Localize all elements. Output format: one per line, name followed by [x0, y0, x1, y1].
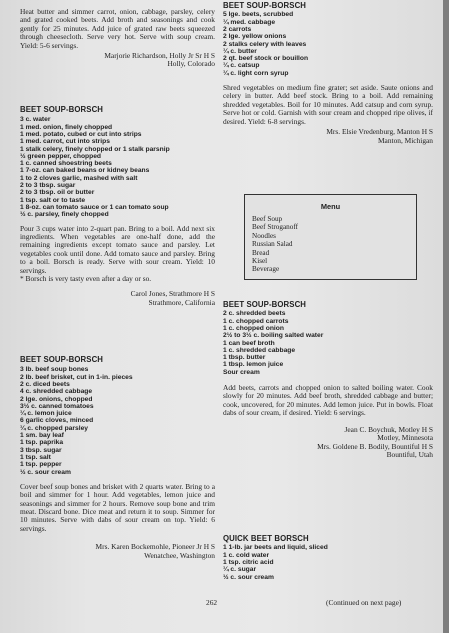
recipe-beet-soup-2 — [20, 356, 215, 560]
menu-title: Menu — [320, 202, 341, 211]
page-edge — [443, 0, 449, 633]
left-top-block — [20, 8, 215, 69]
menu-item: Bread — [252, 248, 270, 257]
contributor: Mrs. Karen Bockemohle, Pioneer Jr H S Wenatchee, Washington — [95, 542, 215, 560]
contributor: Jean C. Boychuk, Motley H S Motley, Minnesota Mrs. Goldene B. Bodily, Bountiful H S Bountiful, Utah — [317, 424, 433, 459]
contributor: Marjorie Richardson, Holly Jr Sr H S Holly, Colorado — [104, 51, 215, 69]
menu-box — [244, 194, 417, 280]
menu-item: Kisel — [252, 257, 268, 266]
menu-item: Russian Salad — [252, 240, 293, 249]
recipe-title: BEET SOUP-BORSCH — [223, 1, 307, 10]
recipe-instructions: Shred vegetables on medium fine grater; set aside. Saute onions and celery in butter. Add beef stock. Bring to a boil. Add remaining shredded vegetables. Boil for 10 minutes. Add catsup and corn syrup. Serve hot or cold. Garnish with sour cream and chopped ripe olives, if desired. Yield: 6-8 servings. — [223, 83, 433, 126]
page-number: 262 — [206, 598, 218, 607]
menu-item: Beef Soup — [252, 215, 283, 223]
recipe-instructions: Pour 3 cups water into 2-quart pan. Bring to a boil. Add next six ingredients. When vegetables are one-half done, add the remaining ingredients except tomato sauce and parsley. Let vegetables cook until done. Add tomato sauce and parsley. Bring to a boil. Borsch is ready. Serve with sour cream. Yield: 10 servings. — [20, 223, 215, 275]
recipe-title: BEET SOUP-BORSCH — [20, 105, 104, 114]
recipe-note: * Borsch is very tasty even after a day or so. — [20, 274, 152, 283]
recipe-instructions: Add beets, carrots and chopped onion to salted boiling water. Cook slowly for 20 minutes. Add beef broth, shredded cabbage and butter; cook, uncovered, for 20 minutes. Add lemon juice. Put in bowls. Float dabs of sour cream, if desired. Yield: 6 servings. — [223, 383, 433, 418]
ingredient-list: 1 1-lb. jar beets and liquid, sliced 1 c. cold water 1 tsp. citric acid ¼ c. sugar ½ c. sour cream — [223, 544, 328, 581]
ingredient-list: 3 c. water 1 med. onion, finely chopped 1 med. potato, cubed or cut into strips 1 med. carrot, cut into strips 1 stalk celery, finely chopped or 1 stalk parsnip ½ green pepper, chopped 1 c. canned shoestring beets 1 7-oz. can baked beans or kidney beans 1 to 2 cloves garlic, mashed with salt 2 to 3 tbsp. sugar 2 to 3 tbsp. oil or butter 1 tsp. salt or to taste 1 8-oz. can tomato sauce or 1 can tomato soup ½ c. parsley, finely chopped — [20, 116, 170, 219]
menu-item: Beverage — [252, 265, 280, 274]
recipe-beet-soup-1 — [20, 106, 215, 307]
recipe-title: BEET SOUP-BORSCH — [223, 300, 307, 309]
ingredient-list: 5 lge. beets, scrubbed ¼ med. cabbage 2 carrots 2 lge. yellow onions 2 stalks celery with leaves ¼ c. butter 2 qt. beef stock or bouillon ¼ c. catsup ¼ c. light corn syrup — [223, 11, 309, 77]
recipe-instructions: Heat butter and simmer carrot, onion, cabbage, parsley, celery and grated cooked beets. Add broth and seasonings and cook gently for 25 minutes. Add juice of grated raw beets squeezed through cheesecloth. Serve very hot. Serve with soup cream. Yield: 5-6 servings. — [20, 7, 215, 50]
recipe-title: QUICK BEET BORSCH — [223, 534, 309, 543]
recipe-quick-beet-borsch — [223, 535, 433, 581]
ingredient-list: 2 c. shredded beets 1 c. chopped carrots 1 c. chopped onion 2½ to 3½ c. boiling salted water 1 can beef broth 1 c. shredded cabbage 1 tbsp. butter 1 tbsp. lemon juice Sour cream — [223, 310, 324, 376]
contributor: Carol Jones, Strathmore H S Strathmore, California — [130, 289, 215, 307]
recipe-instructions: Cover beef soup bones and brisket with 2 quarts water. Bring to a boil and simmer for 1 hour. Add vegetables, lemon juice and seasonings and simmer for 2 hours. Remove soup bone and trim meat. Discard bone. Dice meat and return it to soup. Simmer for 10 minutes. Serve with dabs of sour cream on top. Yield: 6 servings. — [20, 481, 215, 533]
recipe-title: BEET SOUP-BORSCH — [20, 355, 104, 364]
recipe-beet-soup-4 — [223, 301, 433, 459]
ingredient-list: 3 lb. beef soup bones 2 lb. beef brisket, cut in 1-in. pieces 2 c. diced beets 4 c. shredded cabbage 2 lge. onions, chopped 3½ c. canned tomatoes ¼ c. lemon juice 6 garlic cloves, minced ¼ c. chopped parsley 1 sm. bay leaf 1 tsp. paprika 3 tbsp. sugar 1 tsp. salt 1 tsp. pepper ½ c. sour cream — [20, 366, 133, 476]
continued-note: (Continued on next page) — [326, 598, 402, 607]
menu-item: Noodles — [252, 231, 276, 240]
recipe-beet-soup-3 — [223, 2, 433, 145]
contributor: Mrs. Elsie Vredenburg, Manton H S Manton, Michigan — [326, 127, 433, 145]
menu-item: Beef Stroganoff — [252, 223, 298, 232]
